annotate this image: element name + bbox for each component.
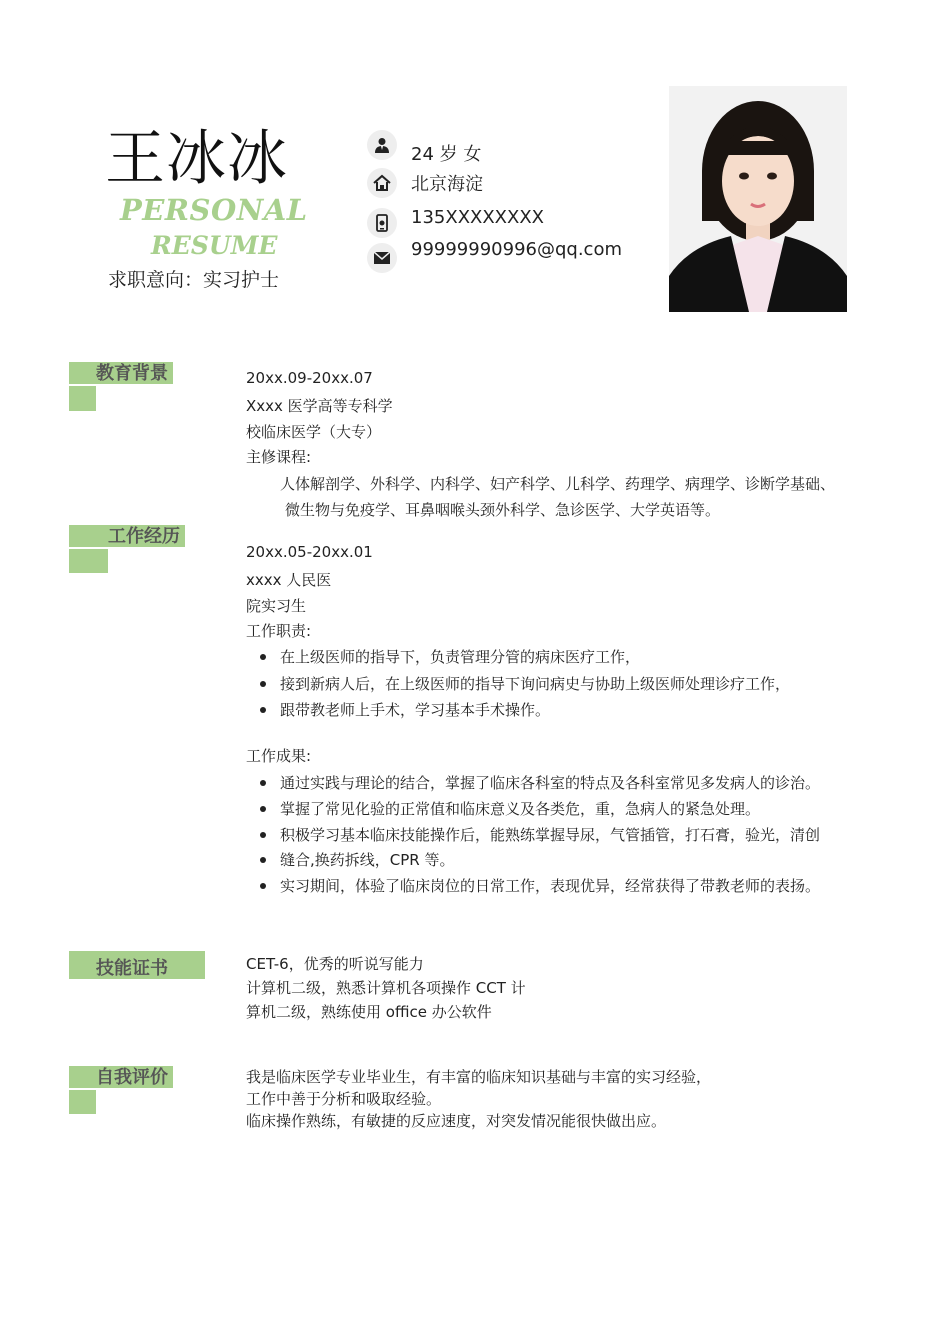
- bullet-dot: [260, 681, 266, 687]
- education-courses-line1: 人体解剖学、外科学、内科学、妇产科学、儿科学、药理学、病理学、诊断学基础、: [280, 475, 836, 493]
- work-title: 工作经历: [108, 526, 180, 547]
- bullet-dot: [260, 780, 266, 786]
- age-gender-text: 24 岁 女: [411, 144, 482, 165]
- self-eval-line: 工作中善于分析和吸取经验。: [246, 1090, 442, 1108]
- education-accent-block: [69, 386, 96, 411]
- skills-title: 技能证书: [96, 958, 168, 979]
- result-item: 实习期间，体验了临床岗位的日常工作，表现优异，经常获得了带教老师的表扬。: [280, 877, 821, 895]
- result-item: 缝合,换药拆线，CPR 等。: [280, 851, 455, 869]
- education-date: 20xx.09-20xx.07: [246, 369, 373, 387]
- self-eval-accent-block: [69, 1090, 96, 1114]
- education-school-line1: Xxxx 医学高等专科学: [246, 397, 393, 415]
- education-courses-line2: 微生物与免疫学、耳鼻咽喉头颈外科学、急诊医学、大学英语等。: [285, 501, 721, 519]
- personal-deco-text: PERSONAL: [120, 193, 308, 227]
- bullet-dot: [260, 832, 266, 838]
- home-icon: [367, 168, 397, 198]
- skills-line: 计算机二级，熟悉计算机各项操作 CCT 计: [246, 979, 526, 997]
- skills-line: 算机二级，熟练使用 office 办公软件: [246, 1003, 492, 1021]
- education-courses-label: 主修课程:: [246, 448, 312, 466]
- bullet-dot: [260, 707, 266, 713]
- duty-item: 跟带教老师上手术，学习基本手术操作。: [280, 701, 551, 719]
- mail-icon: [367, 243, 397, 273]
- self-eval-title: 自我评价: [96, 1067, 168, 1088]
- resume-deco-text: RESUME: [151, 231, 278, 260]
- self-eval-line: 我是临床医学专业毕业生，有丰富的临床知识基础与丰富的实习经验，: [246, 1068, 712, 1086]
- work-results-label: 工作成果:: [246, 747, 312, 765]
- phone-icon: [367, 208, 397, 238]
- education-school-line2: 校临床医学（大专）: [246, 423, 382, 441]
- work-duties-label: 工作职责:: [246, 622, 312, 640]
- phone-text: 135XXXXXXXX: [411, 207, 545, 228]
- result-item: 通过实践与理论的结合，掌握了临床各科室的特点及各科室常见多发病人的诊治。: [280, 774, 821, 792]
- job-target: 求职意向：实习护士: [108, 269, 280, 291]
- email-text: 99999990996@qq.com: [411, 239, 622, 260]
- location-text: 北京海淀: [411, 174, 483, 195]
- bullet-dot: [260, 806, 266, 812]
- person-icon: [367, 130, 397, 160]
- duty-item: 接到新病人后，在上级医师的指导下询问病史与协助上级医师处理诊疗工作，: [280, 675, 791, 693]
- work-org-line2: 院实习生: [246, 597, 307, 615]
- skills-line: CET-6，优秀的听说写能力: [246, 955, 424, 973]
- result-item: 积极学习基本临床技能操作后，能熟练掌握导尿，气管插管，打石膏，验光，清创: [280, 826, 821, 844]
- work-org-line1: xxxx 人民医: [246, 571, 332, 589]
- self-eval-line: 临床操作熟练，有敏捷的反应速度，对突发情况能很快做出应。: [246, 1112, 667, 1130]
- bullet-dot: [260, 883, 266, 889]
- work-date: 20xx.05-20xx.01: [246, 543, 373, 561]
- bullet-dot: [260, 654, 266, 660]
- duty-item: 在上级医师的指导下，负责管理分管的病床医疗工作，: [280, 648, 641, 666]
- work-accent-block: [69, 549, 108, 573]
- result-item: 掌握了常见化验的正常值和临床意义及各类危，重，急病人的紧急处理。: [280, 800, 761, 818]
- bullet-dot: [260, 857, 266, 863]
- candidate-name: 王冰冰: [105, 124, 288, 194]
- education-title: 教育背景: [96, 363, 168, 384]
- profile-photo: [669, 86, 847, 312]
